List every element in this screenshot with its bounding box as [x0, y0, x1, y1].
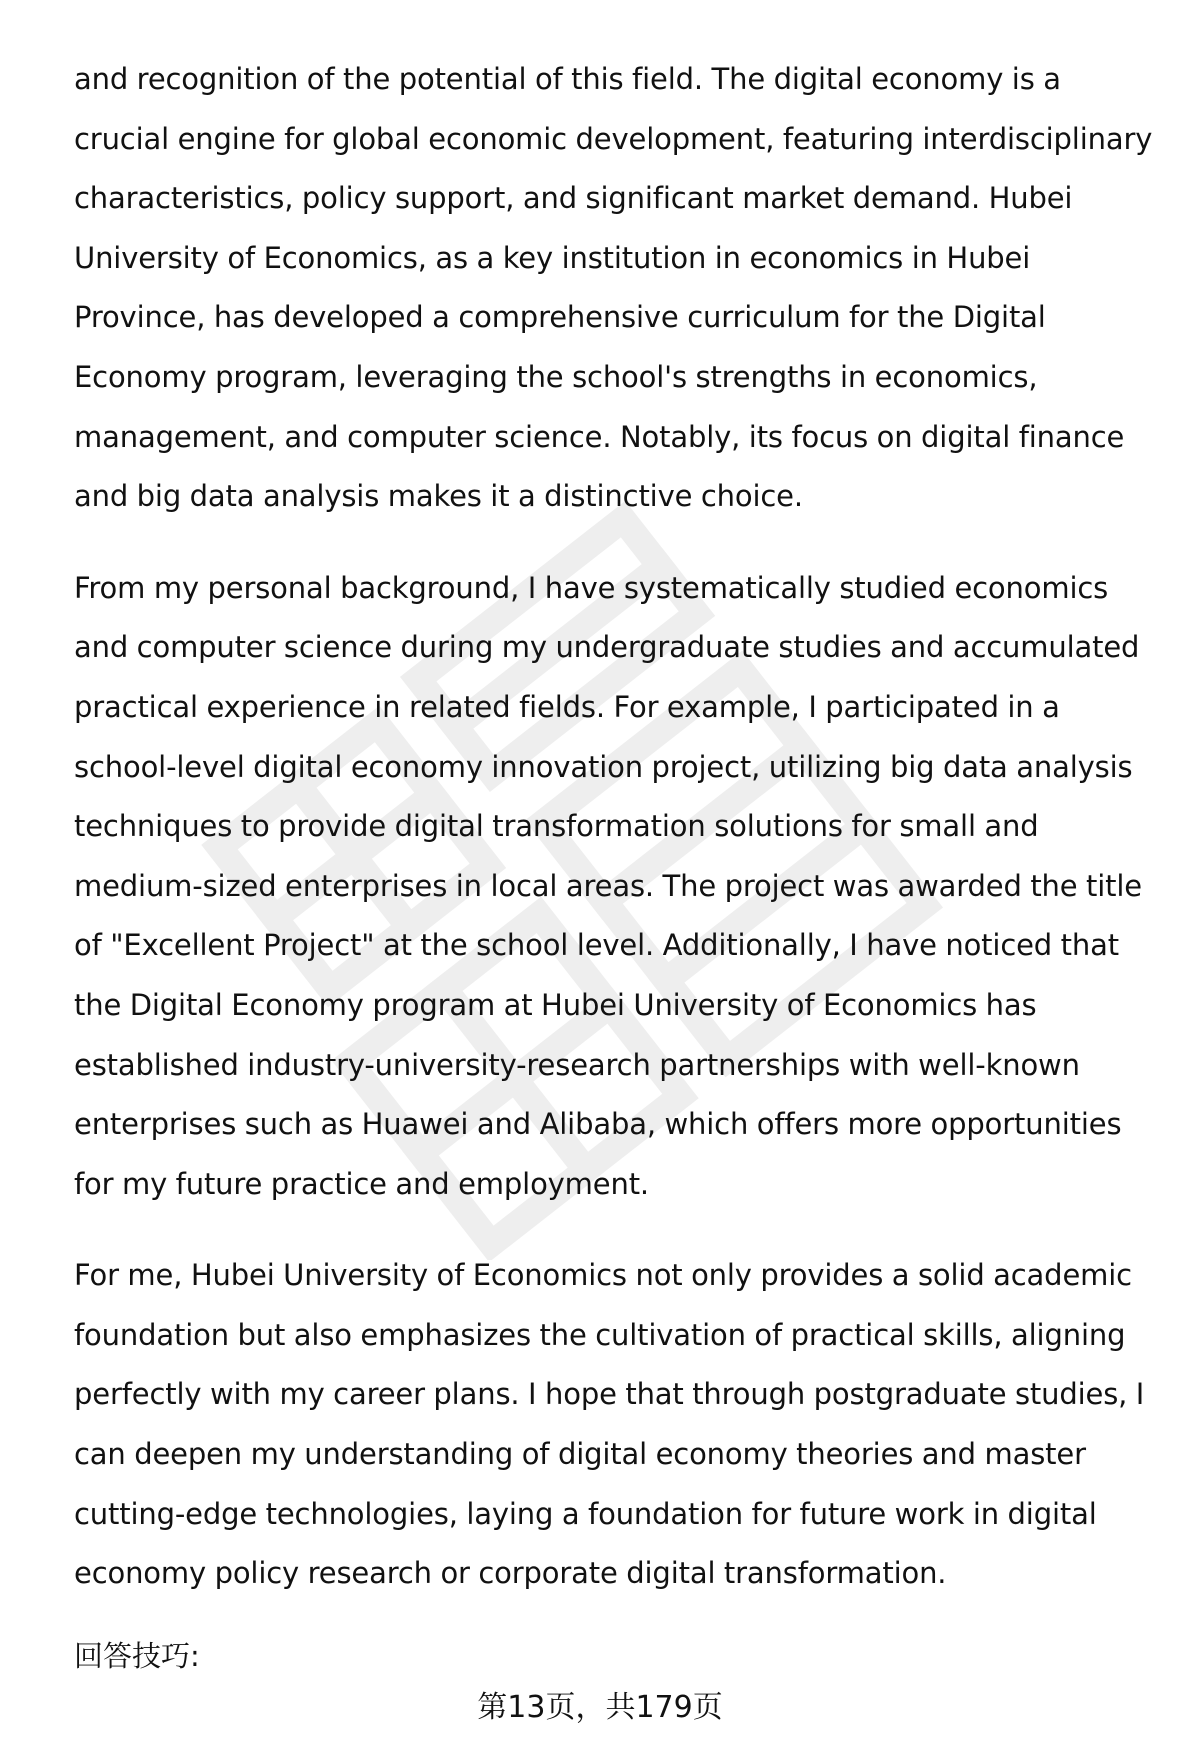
paragraph-personal-background: From my personal background, I have systematically studied economics and computer science during my undergraduate studies and accumulated practical experience in related fields. For example, I participated in a school-level digital economy innovation project, utilizing big data analysis techniques to provide digital transformation solutions for small and medium-sized enterprises in local areas. The project was awarded the title of "Excellent Project" at the school level. Additionally, I have noticed that the Digital Economy program at Hubei University of Economics has established industry-university-research partnerships with well-known enterprises such as Huawei and Alibaba, which offers more opportunities for my future practice and employment. — [74, 570, 1142, 1201]
page-number: 第13页，共179页 — [477, 1690, 723, 1725]
document-body — [74, 50, 1164, 1636]
tips-heading: 回答技巧: — [74, 1639, 200, 1673]
paragraph-digital-economy-overview: and recognition of the potential of this field. The digital economy is a crucial engine for global economic development, featuring interdisciplinary characteristics, policy support, and significant market demand. Hubei University of Economics, as a key institution in economics in Hubei Province, has developed a comprehensive curriculum for the Digital Economy program, leveraging the school's strengths in economics, management, and computer science. Notably, its focus on digital finance and big data analysis makes it a distinctive choice. — [74, 62, 1153, 514]
paragraph-career-plans: For me, Hubei University of Economics not only provides a solid academic foundation but also emphasizes the cultivation of practical skills, aligning perfectly with my career plans. I hope that through postgraduate studies, I can deepen my understanding of digital economy theories and master cutting-edge technologies, laying a foundation for future work in digital economy policy research or corporate digital transformation. — [74, 1258, 1145, 1591]
